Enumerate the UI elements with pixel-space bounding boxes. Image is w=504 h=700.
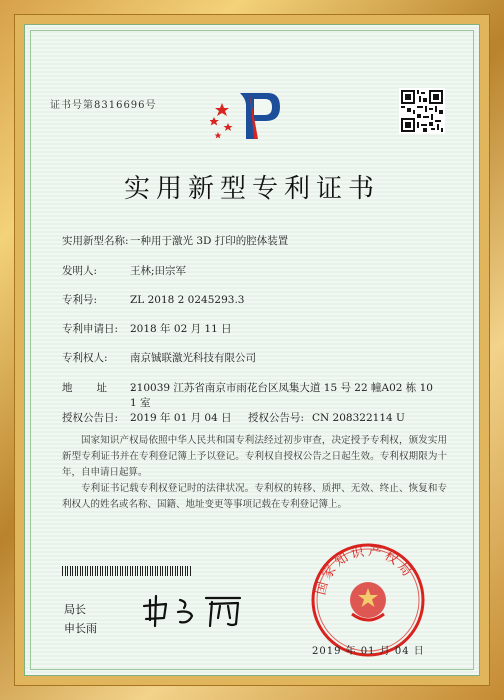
patent-number-row (62, 292, 244, 307)
address-value-line1: 210039 江苏省南京市雨花台区凤集大道 15 号 22 幢A02 栋 10 (130, 382, 433, 394)
inventor-row (62, 263, 186, 278)
utility-name-value: 一种用于激光 3D 打印的腔体装置 (130, 235, 289, 247)
apply-date-row (62, 321, 232, 336)
address-value-line2: 1 室 (130, 397, 151, 409)
seal-text: 国家知识产权局 (313, 544, 416, 597)
patent-number-value: ZL 2018 2 0245293.3 (130, 294, 245, 306)
grant-date-label: 授权公告日: (62, 412, 119, 424)
apply-date-label: 专利申请日: (62, 323, 119, 335)
grant-number-value: CN 208322114 U (312, 412, 405, 424)
grant-date-value: 2019 年 01 月 04 日 (130, 412, 232, 424)
director-title: 局长 (64, 603, 86, 616)
address-row (62, 380, 433, 395)
certificate-title: 实用新型专利证书 (123, 174, 380, 204)
grant-number-label: 授权公告号: (248, 412, 305, 424)
apply-date-value: 2018 年 02 月 11 日 (130, 323, 232, 335)
director-name: 申长雨 (64, 622, 97, 635)
director-signature-icon (140, 590, 260, 630)
grant-statement-paragraph: 国家知识产权局依照中华人民共和国专利法经过初步审查，决定授予专利权，颁发实用新型专利证书并在专利登记簿上予以登记。专利权自授权公告之日起生效。专利权期限为十年，自申请日起算。 (62, 435, 447, 478)
holder-row (62, 350, 256, 365)
holder-value: 南京铖联激光科技有限公司 (130, 352, 256, 364)
holder-label: 专利权人: (62, 352, 108, 364)
legal-status-paragraph: 专利证书记载专利权登记时的法律状况。专利权的转移、质押、无效、终止、恢复和专利权人的姓名或名称、国籍、地址变更等事项记载在专利登记簿上。 (62, 483, 447, 510)
grant-row (62, 410, 405, 425)
seal-date: 2019 年 01 月 04 日 (312, 646, 425, 657)
inventor-value: 王林;田宗军 (130, 265, 187, 277)
address-label: 地址: (62, 382, 159, 394)
cnipa-logo-icon (210, 85, 290, 145)
utility-name-label: 实用新型名称: (62, 235, 129, 247)
patent-number-label: 专利号: (62, 294, 98, 306)
barcode-icon (62, 566, 192, 576)
qr-code-icon (399, 88, 445, 134)
inventor-label: 发明人: (62, 265, 98, 277)
certificate-number: 证书号第8316696号 (50, 100, 157, 111)
utility-name-row (62, 233, 288, 248)
